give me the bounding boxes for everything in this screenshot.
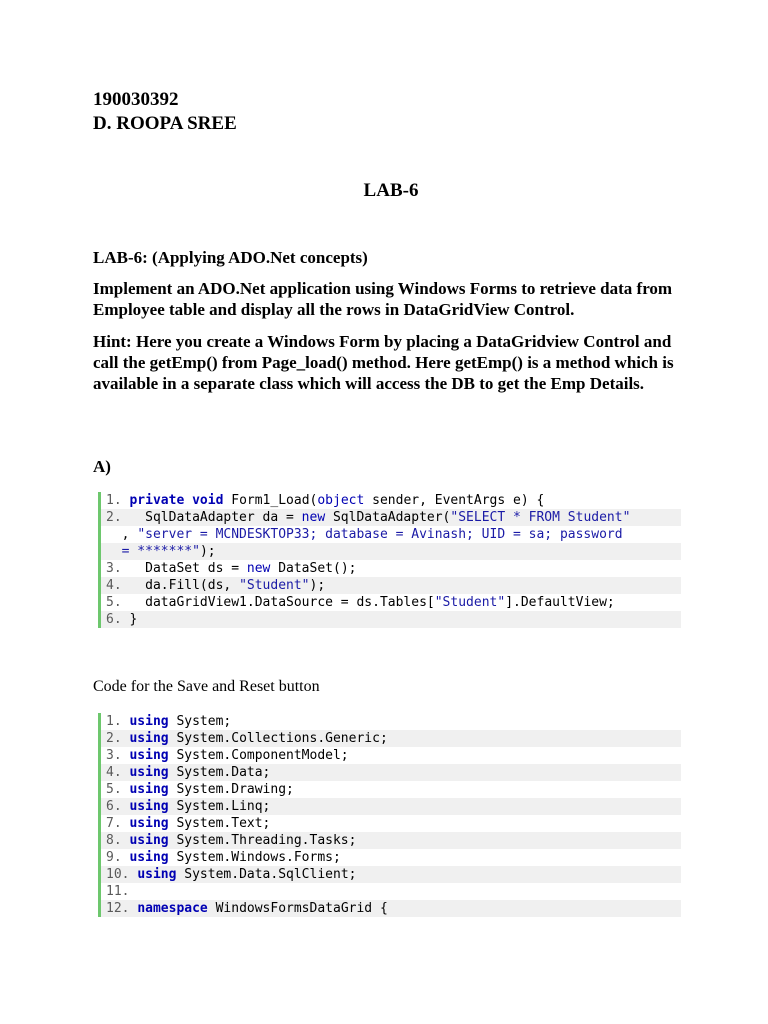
code-string: = *******": [121, 544, 200, 559]
code-line: [101, 509, 681, 526]
code-keyword: using: [129, 731, 169, 746]
code-keyword: using: [129, 748, 169, 763]
code-keyword: using: [129, 765, 169, 780]
code-line: [101, 492, 681, 509]
code-text: System.Windows.Forms;: [168, 850, 341, 865]
lab-heading: LAB-6: (Applying ADO.Net concepts): [93, 248, 368, 267]
code-text: DataSet();: [270, 561, 357, 576]
code-string: "server = MCNDESKTOP33; database = Avinash; UID = sa; password: [137, 527, 623, 542]
line-number: 4.: [106, 765, 130, 780]
line-number: 2.: [106, 731, 130, 746]
code-text: System;: [168, 714, 232, 729]
code-text: System.Data;: [168, 765, 271, 780]
code-line: [101, 781, 681, 798]
code-text: sender, EventArgs e) {: [364, 493, 545, 508]
line-number: 11.: [106, 884, 138, 899]
line-number: 6.: [106, 612, 130, 627]
code-line: [101, 900, 681, 917]
line-number: 12.: [106, 901, 138, 916]
code-text: System.Data.SqlClient;: [176, 867, 357, 882]
code-line: [101, 730, 681, 747]
line-number: 5.: [106, 595, 130, 610]
code-keyword: private: [129, 493, 185, 508]
code-text: dataGridView1.DataSource = ds.Tables[: [129, 595, 435, 610]
hint-paragraph: Hint: Here you create a Windows Form by placing a DataGridview Control and call the getEmp() from Page_load() method. Here getEmp() is a method which is available in a separate class which will access the DB to get the Emp Details.: [93, 332, 674, 393]
code-text: System.Text;: [168, 816, 271, 831]
code-keyword: namespace: [137, 901, 208, 916]
code-keyword: using: [129, 833, 169, 848]
code-keyword: using: [137, 867, 177, 882]
code-text: [184, 493, 192, 508]
line-number: [106, 544, 122, 559]
code-line: [101, 815, 681, 832]
code-text: da.Fill(ds,: [129, 578, 240, 593]
code-line: [101, 764, 681, 781]
code-text: System.Linq;: [168, 799, 271, 814]
line-number: [106, 527, 122, 542]
code-line: [101, 560, 681, 577]
code-line: [101, 543, 681, 560]
code-block-form-load: [98, 492, 681, 628]
section-a-label: A): [93, 457, 111, 476]
code-keyword: using: [129, 782, 169, 797]
line-number: 3.: [106, 561, 130, 576]
student-name: D. ROOPA SREE: [93, 113, 237, 134]
code-text: System.ComponentModel;: [168, 748, 349, 763]
code-text: SqlDataAdapter da =: [129, 510, 302, 525]
code-block-usings: [98, 713, 681, 917]
code-string: "Student": [239, 578, 310, 593]
code-text: WindowsFormsDataGrid {: [207, 901, 388, 916]
code-line: [101, 577, 681, 594]
code-text: );: [309, 578, 326, 593]
code-text: System.Threading.Tasks;: [168, 833, 357, 848]
code-text: Form1_Load(: [223, 493, 318, 508]
code-keyword: using: [129, 850, 169, 865]
code-text: System.Collections.Generic;: [168, 731, 388, 746]
line-number: 7.: [106, 816, 130, 831]
code-text: ,: [121, 527, 138, 542]
code-line: [101, 526, 681, 543]
line-number: 5.: [106, 782, 130, 797]
code-keyword: new: [246, 561, 271, 576]
code-text: );: [199, 544, 216, 559]
line-number: 10.: [106, 867, 138, 882]
code-text: System.Drawing;: [168, 782, 294, 797]
code-keyword: using: [129, 799, 169, 814]
code-keyword: void: [192, 493, 224, 508]
code-text: DataSet ds =: [129, 561, 247, 576]
code-line: [101, 594, 681, 611]
line-number: 2.: [106, 510, 130, 525]
code-line: [101, 832, 681, 849]
code-line: [101, 713, 681, 730]
line-number: 6.: [106, 799, 130, 814]
code-text: ].DefaultView;: [505, 595, 615, 610]
line-number: 3.: [106, 748, 130, 763]
code-line: [101, 849, 681, 866]
code-keyword: using: [129, 714, 169, 729]
line-number: 9.: [106, 850, 130, 865]
code-caption: Code for the Save and Reset button: [93, 678, 320, 695]
code-keyword: new: [301, 510, 326, 525]
line-number: 1.: [106, 493, 130, 508]
code-string: "SELECT * FROM Student": [450, 510, 631, 525]
line-number: 8.: [106, 833, 130, 848]
code-line: [101, 866, 681, 883]
code-keyword: using: [129, 816, 169, 831]
student-id: 190030392: [93, 89, 179, 110]
code-line: [101, 883, 681, 900]
line-number: 4.: [106, 578, 130, 593]
code-text: }: [129, 612, 138, 627]
code-text: SqlDataAdapter(: [325, 510, 451, 525]
code-string: "Student": [434, 595, 506, 610]
code-keyword: object: [317, 493, 365, 508]
code-line: [101, 611, 681, 628]
task-description: Implement an ADO.Net application using Windows Forms to retrieve data from Employee table and display all the rows in DataGridView Control.: [93, 279, 673, 319]
code-line: [101, 747, 681, 764]
line-number: 1.: [106, 714, 130, 729]
code-line: [101, 798, 681, 815]
page-title: LAB-6: [363, 180, 419, 201]
